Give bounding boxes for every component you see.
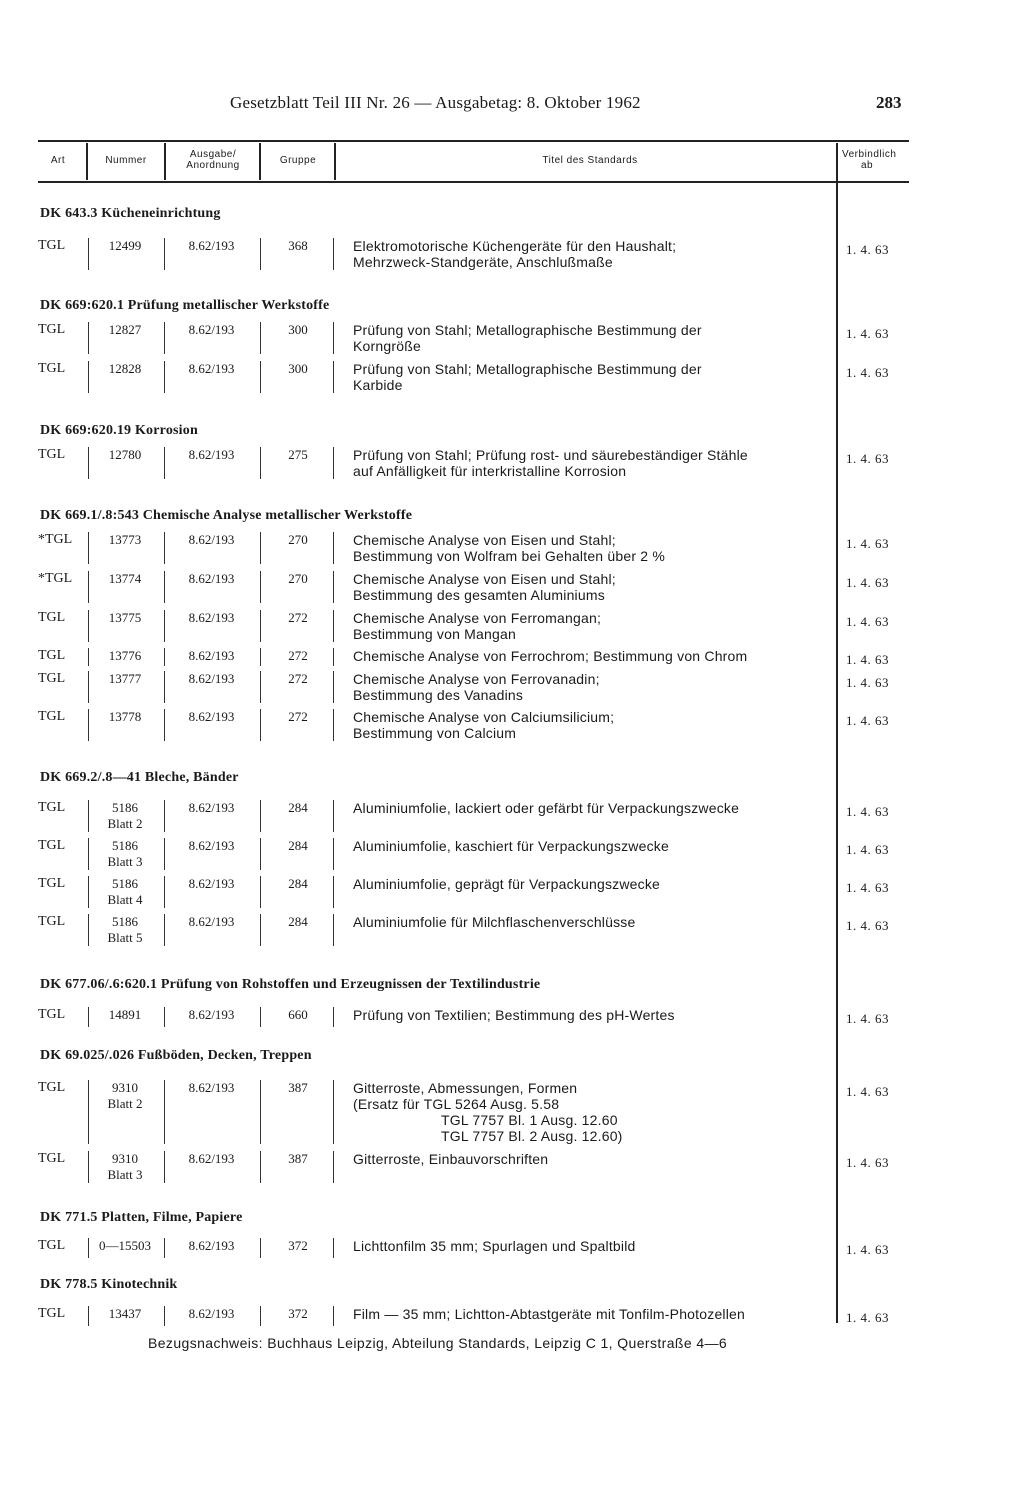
column-separator xyxy=(333,709,334,741)
cell-titel xyxy=(353,571,616,603)
cell-titel xyxy=(353,322,702,354)
page-header-title: Gesetzblatt Teil III Nr. 26 — Ausgabetag: 8. Oktober 1962 xyxy=(230,93,641,112)
column-separator xyxy=(164,648,165,666)
column-separator xyxy=(260,1151,261,1183)
cell-gruppe: 372 xyxy=(288,1238,308,1253)
column-separator xyxy=(164,914,165,946)
header-separator xyxy=(334,143,336,180)
cell-art: TGL xyxy=(38,1306,66,1321)
cell-titel-line: Bestimmung von Wolfram bei Gehalten über 2 % xyxy=(353,548,666,564)
section-title: DK 669:620.1 Prüfung metallischer Werkstoffe xyxy=(40,298,330,313)
column-separator xyxy=(88,1306,89,1326)
column-separator xyxy=(164,571,165,603)
column-heading-titel: Titel des Standards xyxy=(542,155,638,166)
cell-ausgabe: 8.62/193 xyxy=(188,800,235,815)
column-separator xyxy=(260,1238,261,1258)
cell-nummer: 0—15503 xyxy=(99,1238,151,1253)
cell-titel xyxy=(353,671,600,703)
column-separator xyxy=(260,914,261,946)
header-rule-top xyxy=(38,140,909,142)
cell-titel xyxy=(353,1007,675,1023)
section-title: DK 778.5 Kinotechnik xyxy=(40,1277,178,1292)
section-title: DK 69.025/.026 Fußböden, Decken, Treppen xyxy=(40,1048,312,1063)
table-row xyxy=(0,361,1024,395)
cell-titel-line: Gitterroste, Abmessungen, Formen xyxy=(353,1080,578,1096)
column-separator xyxy=(333,1238,334,1258)
footer-note: Bezugsnachweis: Buchhaus Leipzig, Abteilung Standards, Leipzig C 1, Querstraße 4—6 xyxy=(148,1335,728,1351)
cell-titel xyxy=(353,838,669,854)
header-separator xyxy=(259,143,261,180)
cell-titel-line: Aluminiumfolie, kaschiert für Verpackungszwecke xyxy=(353,838,669,854)
cell-verbindlich: 1. 4. 63 xyxy=(846,880,889,895)
cell-verbindlich: 1. 4. 63 xyxy=(846,536,889,551)
table-row xyxy=(0,238,1024,272)
cell-ausgabe: 8.62/193 xyxy=(188,1007,235,1022)
cell-verbindlich: 1. 4. 63 xyxy=(846,365,889,380)
cell-gruppe: 300 xyxy=(288,322,308,337)
column-separator xyxy=(88,1080,89,1144)
cell-gruppe: 272 xyxy=(288,610,308,625)
cell-nummer: 13773 xyxy=(108,532,142,547)
cell-titel xyxy=(353,800,739,816)
cell-nummer xyxy=(86,1080,164,1112)
cell-titel-line: Bestimmung von Mangan xyxy=(353,626,516,642)
column-heading-nummer: Nummer xyxy=(105,155,147,166)
cell-art: TGL xyxy=(38,1007,66,1022)
column-separator xyxy=(260,1306,261,1326)
cell-nummer: 12827 xyxy=(108,322,142,337)
table-row xyxy=(0,709,1024,743)
cell-nummer-line: 9310 xyxy=(112,1080,138,1095)
cell-titel-line: Chemische Analyse von Eisen und Stahl; xyxy=(353,571,616,587)
cell-nummer xyxy=(86,800,164,832)
table-row xyxy=(0,671,1024,705)
column-separator xyxy=(260,238,261,270)
cell-gruppe: 660 xyxy=(288,1007,308,1022)
column-heading-verbindlich: Verbindlich ab xyxy=(842,149,897,171)
cell-verbindlich: 1. 4. 63 xyxy=(846,242,889,257)
cell-titel-line: Karbide xyxy=(353,377,403,393)
cell-titel-line: TGL 7757 Bl. 1 Ausg. 12.60 xyxy=(441,1112,618,1128)
cell-titel-line: Aluminiumfolie, lackiert oder gefärbt für Verpackungszwecke xyxy=(353,800,740,816)
cell-titel xyxy=(353,610,601,642)
cell-nummer-line: Blatt 5 xyxy=(107,930,143,945)
cell-ausgabe: 8.62/193 xyxy=(188,648,235,663)
table-row xyxy=(0,1238,1024,1260)
cell-gruppe: 387 xyxy=(288,1080,308,1095)
column-separator xyxy=(88,1238,89,1258)
cell-art: TGL xyxy=(38,709,66,724)
column-separator xyxy=(333,361,334,393)
column-separator xyxy=(88,800,89,832)
column-separator xyxy=(88,838,89,870)
cell-titel-line: Chemische Analyse von Ferrochrom; Bestimmung von Chrom xyxy=(353,648,748,664)
cell-ausgabe: 8.62/193 xyxy=(188,610,235,625)
column-separator xyxy=(333,1007,334,1027)
table-row xyxy=(0,447,1024,481)
cell-titel-line: Chemische Analyse von Ferrovanadin; xyxy=(353,671,600,687)
cell-art: TGL xyxy=(38,838,66,853)
column-separator xyxy=(164,1007,165,1027)
column-separator xyxy=(164,447,165,479)
cell-art: TGL xyxy=(38,610,66,625)
column-separator xyxy=(164,361,165,393)
column-separator xyxy=(88,648,89,666)
cell-nummer-line: Blatt 2 xyxy=(107,816,143,831)
column-separator xyxy=(88,671,89,703)
cell-art: TGL xyxy=(38,447,66,462)
column-separator xyxy=(164,322,165,354)
cell-ausgabe: 8.62/193 xyxy=(188,571,235,586)
cell-titel xyxy=(353,648,747,664)
column-separator xyxy=(333,610,334,642)
section-title: DK 669.1/.8:543 Chemische Analyse metallischer Werkstoffe xyxy=(40,508,413,523)
column-separator xyxy=(333,532,334,564)
cell-ausgabe: 8.62/193 xyxy=(188,361,235,376)
cell-ausgabe: 8.62/193 xyxy=(188,876,235,891)
table-row xyxy=(0,800,1024,834)
cell-art: TGL xyxy=(38,914,66,929)
cell-titel-line: Bestimmung des Vanadins xyxy=(353,687,524,703)
cell-nummer xyxy=(86,914,164,946)
column-separator xyxy=(164,532,165,564)
column-separator xyxy=(333,671,334,703)
cell-gruppe: 272 xyxy=(288,671,308,686)
cell-titel xyxy=(353,1080,623,1144)
cell-titel xyxy=(353,1306,745,1322)
column-separator xyxy=(333,838,334,870)
cell-verbindlich: 1. 4. 63 xyxy=(846,675,889,690)
cell-ausgabe: 8.62/193 xyxy=(188,238,235,253)
cell-nummer-line: Blatt 4 xyxy=(107,892,143,907)
cell-gruppe: 300 xyxy=(288,361,308,376)
cell-nummer: 13778 xyxy=(108,709,142,724)
column-separator xyxy=(333,648,334,666)
table-row xyxy=(0,1151,1024,1185)
column-separator xyxy=(88,238,89,270)
column-separator xyxy=(164,800,165,832)
cell-art: TGL xyxy=(38,1151,66,1166)
cell-nummer-line: 9310 xyxy=(112,1151,138,1166)
column-separator xyxy=(164,1151,165,1183)
table-row xyxy=(0,1007,1024,1029)
cell-titel-line: Chemische Analyse von Eisen und Stahl; xyxy=(353,532,616,548)
section-title: DK 771.5 Platten, Filme, Papiere xyxy=(40,1210,243,1225)
cell-titel xyxy=(353,532,665,564)
column-separator xyxy=(333,238,334,270)
cell-gruppe: 272 xyxy=(288,709,308,724)
cell-verbindlich: 1. 4. 63 xyxy=(846,614,889,629)
cell-titel-line: (Ersatz für TGL 5264 Ausg. 5.58 xyxy=(353,1096,560,1112)
column-separator xyxy=(164,838,165,870)
cell-verbindlich: 1. 4. 63 xyxy=(846,652,889,667)
cell-nummer-line: 5186 xyxy=(112,800,138,815)
column-separator xyxy=(260,671,261,703)
cell-titel-line: Aluminiumfolie, geprägt für Verpackungszwecke xyxy=(353,876,661,892)
column-separator xyxy=(164,709,165,741)
section-title: DK 669:620.19 Korrosion xyxy=(40,423,198,438)
cell-nummer: 13777 xyxy=(108,671,142,686)
table-row xyxy=(0,322,1024,356)
cell-titel-line: Chemische Analyse von Calciumsilicium; xyxy=(353,709,615,725)
cell-nummer-line: 5186 xyxy=(112,838,138,853)
column-separator xyxy=(333,876,334,908)
cell-gruppe: 284 xyxy=(288,914,308,929)
table-row xyxy=(0,532,1024,566)
cell-titel-line: Gitterroste, Einbauvorschriften xyxy=(353,1151,549,1167)
column-separator xyxy=(88,914,89,946)
cell-art: TGL xyxy=(38,361,66,376)
column-separator xyxy=(260,800,261,832)
cell-ausgabe: 8.62/193 xyxy=(188,838,235,853)
column-separator xyxy=(333,1306,334,1326)
cell-art: *TGL xyxy=(38,571,73,586)
column-separator xyxy=(333,571,334,603)
cell-verbindlich: 1. 4. 63 xyxy=(846,575,889,590)
cell-nummer: 13775 xyxy=(108,610,142,625)
cell-titel-line: Aluminiumfolie für Milchflaschenverschlüsse xyxy=(353,914,636,930)
cell-ausgabe: 8.62/193 xyxy=(188,447,235,462)
column-separator xyxy=(164,1238,165,1258)
cell-art: TGL xyxy=(38,322,66,337)
cell-titel-line: Prüfung von Stahl; Metallographische Bestimmung der xyxy=(353,361,702,377)
cell-ausgabe: 8.62/193 xyxy=(188,914,235,929)
column-separator xyxy=(88,610,89,642)
cell-gruppe: 368 xyxy=(288,238,308,253)
cell-gruppe: 270 xyxy=(288,532,308,547)
column-separator xyxy=(260,322,261,354)
column-separator xyxy=(88,322,89,354)
table-row xyxy=(0,1080,1024,1146)
cell-verbindlich: 1. 4. 63 xyxy=(846,1084,889,1099)
table-row xyxy=(0,914,1024,948)
cell-gruppe: 275 xyxy=(288,447,308,462)
cell-nummer-line: 5186 xyxy=(112,876,138,891)
cell-ausgabe: 8.62/193 xyxy=(188,1306,235,1321)
table-row xyxy=(0,571,1024,605)
cell-art: TGL xyxy=(38,876,66,891)
column-separator xyxy=(260,1007,261,1027)
column-separator xyxy=(164,238,165,270)
cell-titel-line: Prüfung von Stahl; Metallographische Bestimmung der xyxy=(353,322,702,338)
cell-titel xyxy=(353,914,635,930)
cell-titel-line: Elektromotorische Küchengeräte für den Haushalt; xyxy=(353,238,677,254)
cell-titel-line: Lichttonfilm 35 mm; Spurlagen und Spaltbild xyxy=(353,1238,636,1254)
cell-gruppe: 284 xyxy=(288,838,308,853)
column-separator xyxy=(260,838,261,870)
cell-nummer-line: 5186 xyxy=(112,914,138,929)
cell-nummer-line: Blatt 3 xyxy=(107,854,143,869)
column-separator xyxy=(260,361,261,393)
column-separator xyxy=(88,447,89,479)
cell-nummer xyxy=(86,838,164,870)
section-title: DK 669.2/.8—41 Bleche, Bänder xyxy=(40,770,239,785)
cell-gruppe: 284 xyxy=(288,876,308,891)
column-separator xyxy=(260,610,261,642)
column-separator xyxy=(333,1151,334,1183)
cell-titel-line: Film — 35 mm; Lichtton-Abtastgeräte mit Tonfilm-Photozellen xyxy=(353,1306,746,1322)
table-row xyxy=(0,876,1024,910)
cell-titel-line: Prüfung von Stahl; Prüfung rost- und säurebeständiger Stähle xyxy=(353,447,748,463)
cell-art: TGL xyxy=(38,671,66,686)
cell-nummer: 12828 xyxy=(108,361,142,376)
cell-ausgabe: 8.62/193 xyxy=(188,1151,235,1166)
cell-ausgabe: 8.62/193 xyxy=(188,532,235,547)
cell-nummer: 12499 xyxy=(108,238,142,253)
column-separator xyxy=(88,571,89,603)
cell-nummer-line: Blatt 2 xyxy=(107,1096,143,1111)
cell-ausgabe: 8.62/193 xyxy=(188,1238,235,1253)
cell-verbindlich: 1. 4. 63 xyxy=(846,1011,889,1026)
column-separator xyxy=(88,1007,89,1027)
cell-titel-line: Prüfung von Textilien; Bestimmung des pH-Wertes xyxy=(353,1007,675,1023)
column-separator xyxy=(164,1080,165,1144)
cell-gruppe: 387 xyxy=(288,1151,308,1166)
cell-titel xyxy=(353,447,748,479)
column-separator xyxy=(88,709,89,741)
cell-titel-line: TGL 7757 Bl. 2 Ausg. 12.60) xyxy=(441,1128,623,1144)
cell-titel xyxy=(353,709,614,741)
cell-art: TGL xyxy=(38,1080,66,1095)
cell-titel xyxy=(353,361,702,393)
cell-gruppe: 372 xyxy=(288,1306,308,1321)
cell-ausgabe: 8.62/193 xyxy=(188,671,235,686)
column-separator xyxy=(260,447,261,479)
section-title: DK 677.06/.6:620.1 Prüfung von Rohstoffen und Erzeugnissen der Textilindustrie xyxy=(40,977,541,992)
cell-titel xyxy=(353,238,676,270)
column-separator xyxy=(260,709,261,741)
column-separator xyxy=(333,1080,334,1144)
cell-titel xyxy=(353,876,660,892)
column-separator xyxy=(260,1080,261,1144)
table-row xyxy=(0,838,1024,872)
cell-titel-line: auf Anfälligkeit für interkristalline Korrosion xyxy=(353,463,627,479)
cell-nummer-line: Blatt 3 xyxy=(107,1167,143,1182)
column-separator xyxy=(164,610,165,642)
cell-titel-line: Mehrzweck-Standgeräte, Anschlußmaße xyxy=(353,254,613,270)
cell-ausgabe: 8.62/193 xyxy=(188,709,235,724)
section-title: DK 643.3 Kücheneinrichtung xyxy=(40,206,221,221)
cell-art: TGL xyxy=(38,238,66,253)
cell-verbindlich: 1. 4. 63 xyxy=(846,1310,889,1325)
cell-verbindlich: 1. 4. 63 xyxy=(846,804,889,819)
cell-ausgabe: 8.62/193 xyxy=(188,1080,235,1095)
cell-titel-line: Bestimmung des gesamten Aluminiums xyxy=(353,587,605,603)
cell-art: TGL xyxy=(38,800,66,815)
header-separator xyxy=(164,143,166,180)
cell-titel xyxy=(353,1238,636,1254)
cell-nummer: 13774 xyxy=(108,571,142,586)
column-separator xyxy=(260,532,261,564)
cell-nummer: 12780 xyxy=(108,447,142,462)
column-separator xyxy=(164,1306,165,1326)
cell-nummer: 13437 xyxy=(108,1306,142,1321)
table-row xyxy=(0,648,1024,668)
cell-art: *TGL xyxy=(38,532,73,547)
cell-art: TGL xyxy=(38,648,66,663)
table-row xyxy=(0,610,1024,644)
cell-nummer: 14891 xyxy=(108,1007,142,1022)
column-separator xyxy=(333,447,334,479)
header-separator xyxy=(86,143,88,180)
column-separator xyxy=(88,532,89,564)
cell-nummer xyxy=(86,876,164,908)
page-number: 283 xyxy=(876,93,902,112)
cell-verbindlich: 1. 4. 63 xyxy=(846,713,889,728)
column-heading-art: Art xyxy=(50,155,66,166)
cell-gruppe: 284 xyxy=(288,800,308,815)
column-separator xyxy=(333,322,334,354)
table-row xyxy=(0,1306,1024,1328)
column-heading-gruppe: Gruppe xyxy=(279,155,317,166)
column-separator xyxy=(88,361,89,393)
column-separator xyxy=(333,914,334,946)
column-separator xyxy=(333,800,334,832)
cell-nummer xyxy=(86,1151,164,1183)
cell-titel-line: Bestimmung von Calcium xyxy=(353,725,517,741)
column-heading-ausgabe: Ausgabe/ Anordnung xyxy=(186,149,240,171)
cell-art: TGL xyxy=(38,1238,66,1253)
cell-titel-line: Korngröße xyxy=(353,338,421,354)
cell-verbindlich: 1. 4. 63 xyxy=(846,326,889,341)
cell-titel xyxy=(353,1151,548,1167)
cell-verbindlich: 1. 4. 63 xyxy=(846,1242,889,1257)
cell-verbindlich: 1. 4. 63 xyxy=(846,451,889,466)
column-separator xyxy=(260,571,261,603)
column-separator xyxy=(88,876,89,908)
cell-titel-line: Chemische Analyse von Ferromangan; xyxy=(353,610,602,626)
column-separator xyxy=(260,876,261,908)
cell-verbindlich: 1. 4. 63 xyxy=(846,1155,889,1170)
cell-ausgabe: 8.62/193 xyxy=(188,322,235,337)
column-separator xyxy=(88,1151,89,1183)
header-rule-bottom xyxy=(38,181,909,183)
cell-verbindlich: 1. 4. 63 xyxy=(846,842,889,857)
column-separator xyxy=(260,648,261,666)
cell-nummer: 13776 xyxy=(108,648,142,663)
column-separator xyxy=(164,876,165,908)
cell-gruppe: 270 xyxy=(288,571,308,586)
cell-verbindlich: 1. 4. 63 xyxy=(846,918,889,933)
cell-gruppe: 272 xyxy=(288,648,308,663)
column-separator xyxy=(164,671,165,703)
